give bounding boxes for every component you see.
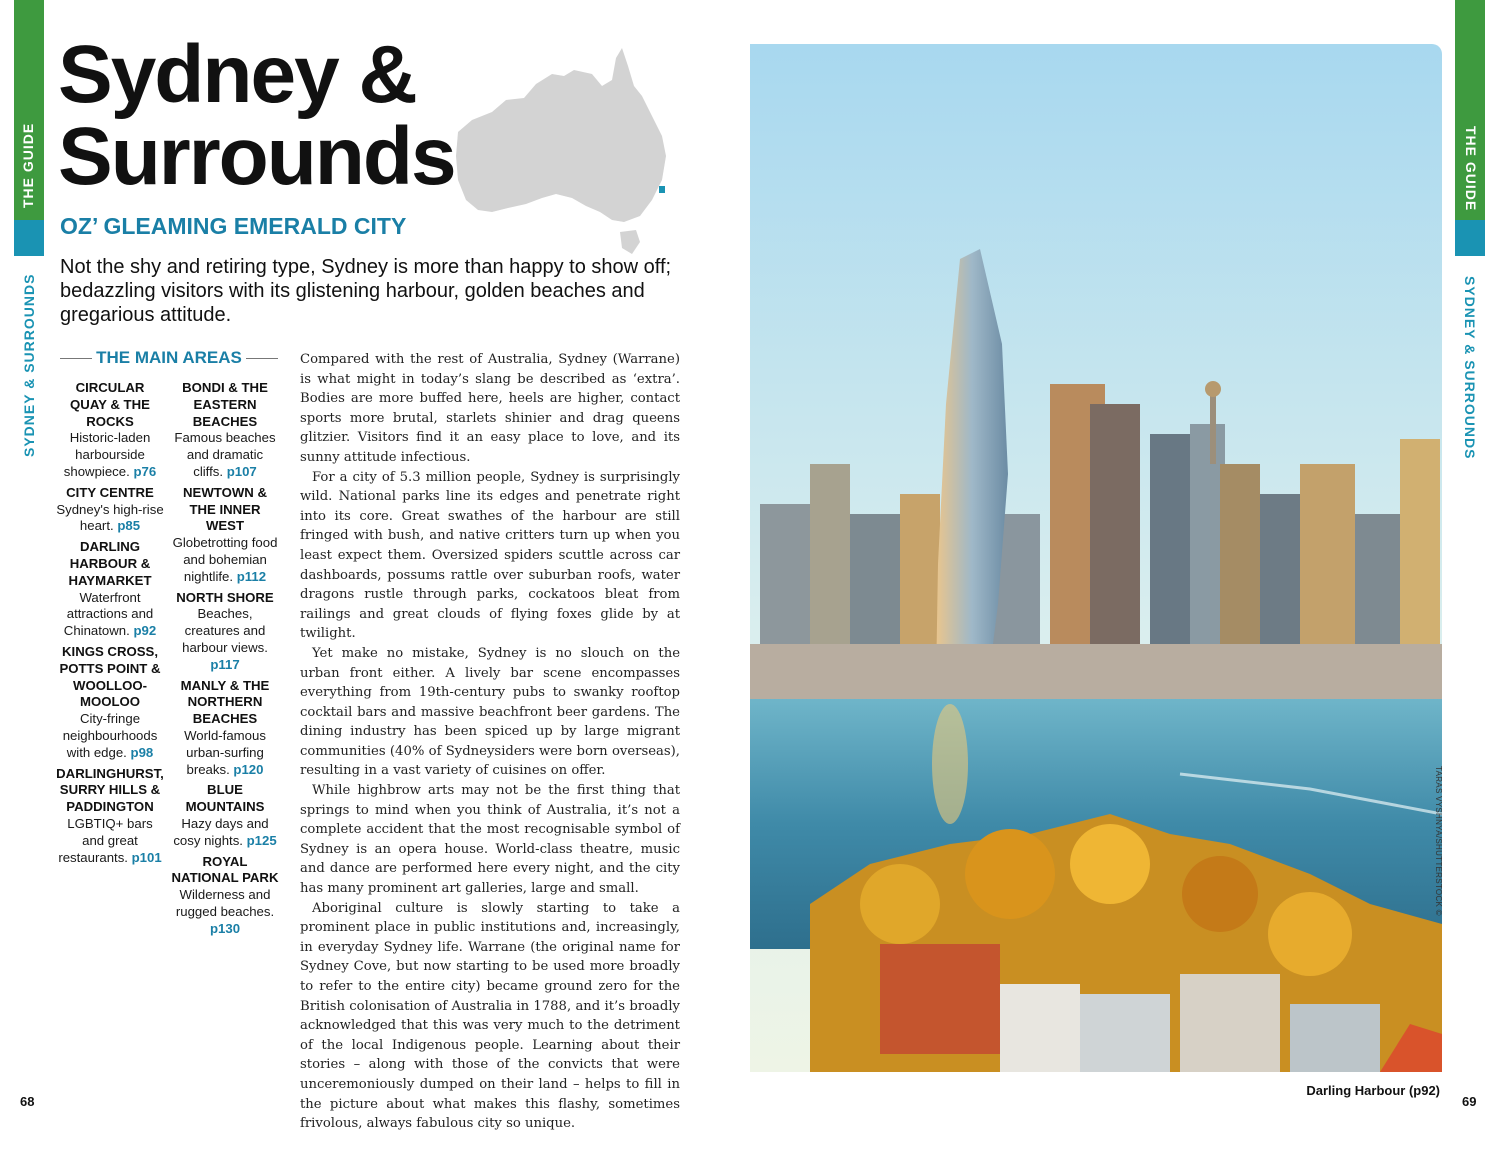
- main-area-description: World-famous urban-surfing breaks.: [184, 727, 266, 777]
- page-number-left: 68: [20, 1094, 35, 1109]
- main-area-description: Historic-laden harbourside showpiece.: [63, 430, 151, 479]
- body-paragraph: For a city of 5.3 million people, Sydney is surprisingly wild. National parks line its edges and penetrate right into its core. Great swathes of the harbour are still fringed with bush, and native critters turn up when you least expect them. Oversized spiders scuttle across car dashboards, possums rattle over suburban roofs, water dragons rustle through parks, cockatoos bleat from railings and great clouds of flying foxes glide by at twilight.: [300, 469, 680, 642]
- main-area-page-link[interactable]: p92: [133, 623, 157, 639]
- guide-tab-right[interactable]: [1455, 0, 1485, 220]
- page-subtitle: OZ’ GLEAMING EMERALD CITY: [60, 213, 407, 239]
- main-area-description: Wilderness and rugged beaches.: [175, 887, 275, 919]
- page-number-right: 69: [1462, 1094, 1477, 1109]
- australia-map: [452, 40, 672, 260]
- main-area-page-link[interactable]: p112: [236, 568, 267, 584]
- page-title: [58, 29, 455, 202]
- main-area-page-link[interactable]: p76: [133, 463, 157, 479]
- main-area-description: Hazy days and cosy nights.: [173, 815, 269, 848]
- main-area-name: DARLINGHURST, SURRY HILLS & PADDINGTON: [56, 765, 164, 815]
- main-area-item[interactable]: [56, 766, 164, 867]
- title-line-1: Sydney &: [58, 29, 416, 120]
- intro-text: Not the shy and retiring type, Sydney is more than happy to show off; bedazzling visitors with its glistening harbour, golden beaches and gregarious attitude.: [60, 256, 672, 326]
- main-area-page-link[interactable]: p98: [130, 744, 154, 760]
- main-area-name: ROYAL NATIONAL PARK: [171, 853, 279, 886]
- main-areas-right-column: [171, 380, 279, 942]
- main-areas-heading: [60, 348, 278, 370]
- section-tab-right[interactable]: [1455, 220, 1485, 256]
- section-label-left: SYDNEY & SURROUNDS: [21, 273, 37, 457]
- main-areas-left-column: [56, 380, 164, 870]
- main-area-name: DARLING HARBOUR & HAYMARKET: [68, 539, 152, 588]
- main-area-page-link[interactable]: p101: [131, 849, 162, 865]
- section-label-right: SYDNEY & SURROUNDS: [1462, 276, 1478, 460]
- main-area-item[interactable]: [56, 485, 164, 535]
- main-area-description: Waterfront attractions and Chinatown.: [63, 589, 154, 639]
- main-area-name: BLUE MOUNTAINS: [185, 782, 265, 815]
- main-area-description: Sydney's high-rise heart.: [56, 501, 164, 534]
- main-area-name: NORTH SHORE: [176, 589, 274, 605]
- main-area-page-link[interactable]: p120: [233, 761, 264, 777]
- main-area-page-link[interactable]: p130: [209, 920, 241, 936]
- main-area-item[interactable]: [171, 854, 279, 938]
- main-area-item[interactable]: [171, 485, 279, 586]
- main-area-item[interactable]: [171, 678, 279, 779]
- body-text: [300, 350, 680, 1134]
- main-area-item[interactable]: [56, 644, 164, 762]
- main-area-item[interactable]: [171, 380, 279, 481]
- darling-harbour-photo: [750, 44, 1442, 1072]
- sydney-marker: [659, 186, 665, 193]
- main-area-name: MANLY & THE NORTHERN BEACHES: [180, 677, 270, 727]
- section-tab-left[interactable]: [14, 220, 44, 256]
- main-area-description: LGBTIQ+ bars and great restaurants.: [58, 815, 153, 865]
- body-paragraph: Compared with the rest of Australia, Sydney (Warrane) is what might in today’s slang be described as ‘extra’. Bodies are more buffed here, heels are higher, contact sports more brutal, starlets shinier and drag queens glitzier. Visitors find it an easy place to love, and its sunny attitude infectious.: [300, 352, 680, 465]
- photo-credit: TARAS VYSHNYA/SHUTTERSTOCK ©: [1434, 766, 1443, 916]
- guide-tab-left[interactable]: [14, 0, 44, 220]
- main-area-name: NEWTOWN & THE INNER WEST: [183, 484, 267, 534]
- main-area-item[interactable]: [56, 539, 164, 640]
- main-area-item[interactable]: [171, 782, 279, 849]
- main-area-name: KINGS CROSS, POTTS POINT & WOOLLOO-MOOLOO: [59, 643, 161, 710]
- main-area-item[interactable]: [56, 380, 164, 481]
- main-area-description: City-fringe neighbourhoods with edge.: [62, 711, 158, 760]
- heading-rule-right: [246, 358, 278, 359]
- waterfront: [750, 644, 1442, 704]
- tasmania: [620, 230, 640, 254]
- main-areas-title: THE MAIN AREAS: [96, 348, 242, 367]
- body-paragraph: Aboriginal culture is slowly starting to take a prominent place in public institutions and, increasingly, in everyday Sydney life. Warrane (the original name for Sydney Cove, but now starting to be used more broadly to refer to the entire city) became ground zero for the British colonisation of Australia in 1788, and it’s broadly acknowledged that this was very much to the detriment of the local Indigenous people. Learning about their stories – along with those of the convicts that were unceremoniously dumped on their land – helps to fill in the picture about what makes this flashy, sometimes frivolous, always fabulous city so unique.: [300, 900, 680, 1132]
- main-area-page-link[interactable]: p125: [246, 832, 277, 848]
- title-line-2: Surrounds: [58, 111, 455, 202]
- apartment-block: [880, 944, 1000, 1054]
- main-area-name: CITY CENTRE: [66, 484, 154, 500]
- main-area-page-link[interactable]: p85: [117, 518, 141, 534]
- australia-mainland: [456, 48, 666, 222]
- guide-tab-label: THE GUIDE: [20, 122, 36, 208]
- main-area-name: CIRCULAR QUAY & THE ROCKS: [70, 380, 150, 429]
- main-area-description: Famous beaches and dramatic cliffs.: [174, 430, 276, 479]
- main-area-page-link[interactable]: p107: [226, 463, 257, 479]
- photo-caption: Darling Harbour (p92): [1306, 1083, 1440, 1098]
- body-paragraph: Yet make no mistake, Sydney is no slouch on the urban front either. A lively bar scene encompasses everything from 19th-century pubs to swanky rooftop cocktail bars and massive beachfront beer gardens. The dining industry has been spiced up by large migrant communities (40% of Sydneysiders were born overseas), resulting in a vast variety of cuisines on offer.: [300, 645, 680, 779]
- guide-tab-label-right: THE GUIDE: [1463, 126, 1479, 212]
- body-paragraph: While highbrow arts may not be the first thing that springs to mind when you think of Australia, it’s not a complete accident that the most recognisable symbol of Sydney is an opera house. World-class theatre, music and dance are performed here every night, and the city has many prominent art galleries, large and small.: [300, 783, 680, 897]
- main-area-name: BONDI & THE EASTERN BEACHES: [182, 380, 268, 429]
- main-area-page-link[interactable]: p117: [210, 656, 240, 672]
- main-area-item[interactable]: [171, 590, 279, 674]
- main-area-description: Globetrotting food and bohemian nightlife.: [172, 535, 278, 584]
- main-area-description: Beaches, creatures and harbour views.: [182, 606, 268, 655]
